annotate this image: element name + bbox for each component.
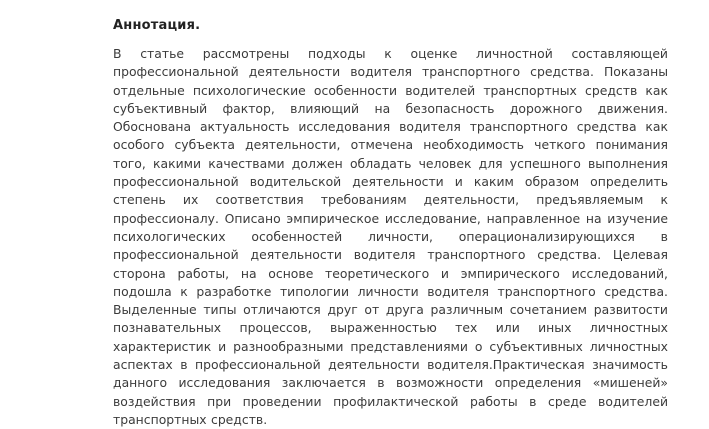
- abstract-paragraph: В статье рассмотрены подходы к оценке личностной составляющей профессиональной деятельности водителя транспортного средства. Показаны отдельные психологические особенности водителей транспортных средств как субъективный фактор, влияющий на безопасность дорожного движения. Обоснована актуальность исследования водителя транспортного средства как особого субъекта деятельности, отмечена необходимость четкого понимания того, какими качествами должен обладать человек для успешного выполнения профессиональной водительской деятельности и каким образом определить степень их соответствия требованиям деятельности, предъявляемым к профессионалу. Описано эмпирическое исследование, направленное на изучение психологических особенностей личности, операционализирующихся в профессиональной деятельности водителя транспортного средства. Целевая сторона работы, на основе теоретического и эмпирического исследований, подошла к разработке типологии личности водителя транспортного средства. Выделенные типы отличаются друг от друга различным сочетанием развитости познавательных процессов, выраженностью тех или иных личностных характеристик и разнообразными представлениями о субъективных личностных аспектах в профессиональной деятельности водителя.Практическая значимость данного исследования заключается в возможности определения «мишеней» воздействия при проведении профилактической работы в среде водителей транспортных средств.: [113, 46, 668, 427]
- abstract-heading: Аннотация.: [113, 18, 201, 33]
